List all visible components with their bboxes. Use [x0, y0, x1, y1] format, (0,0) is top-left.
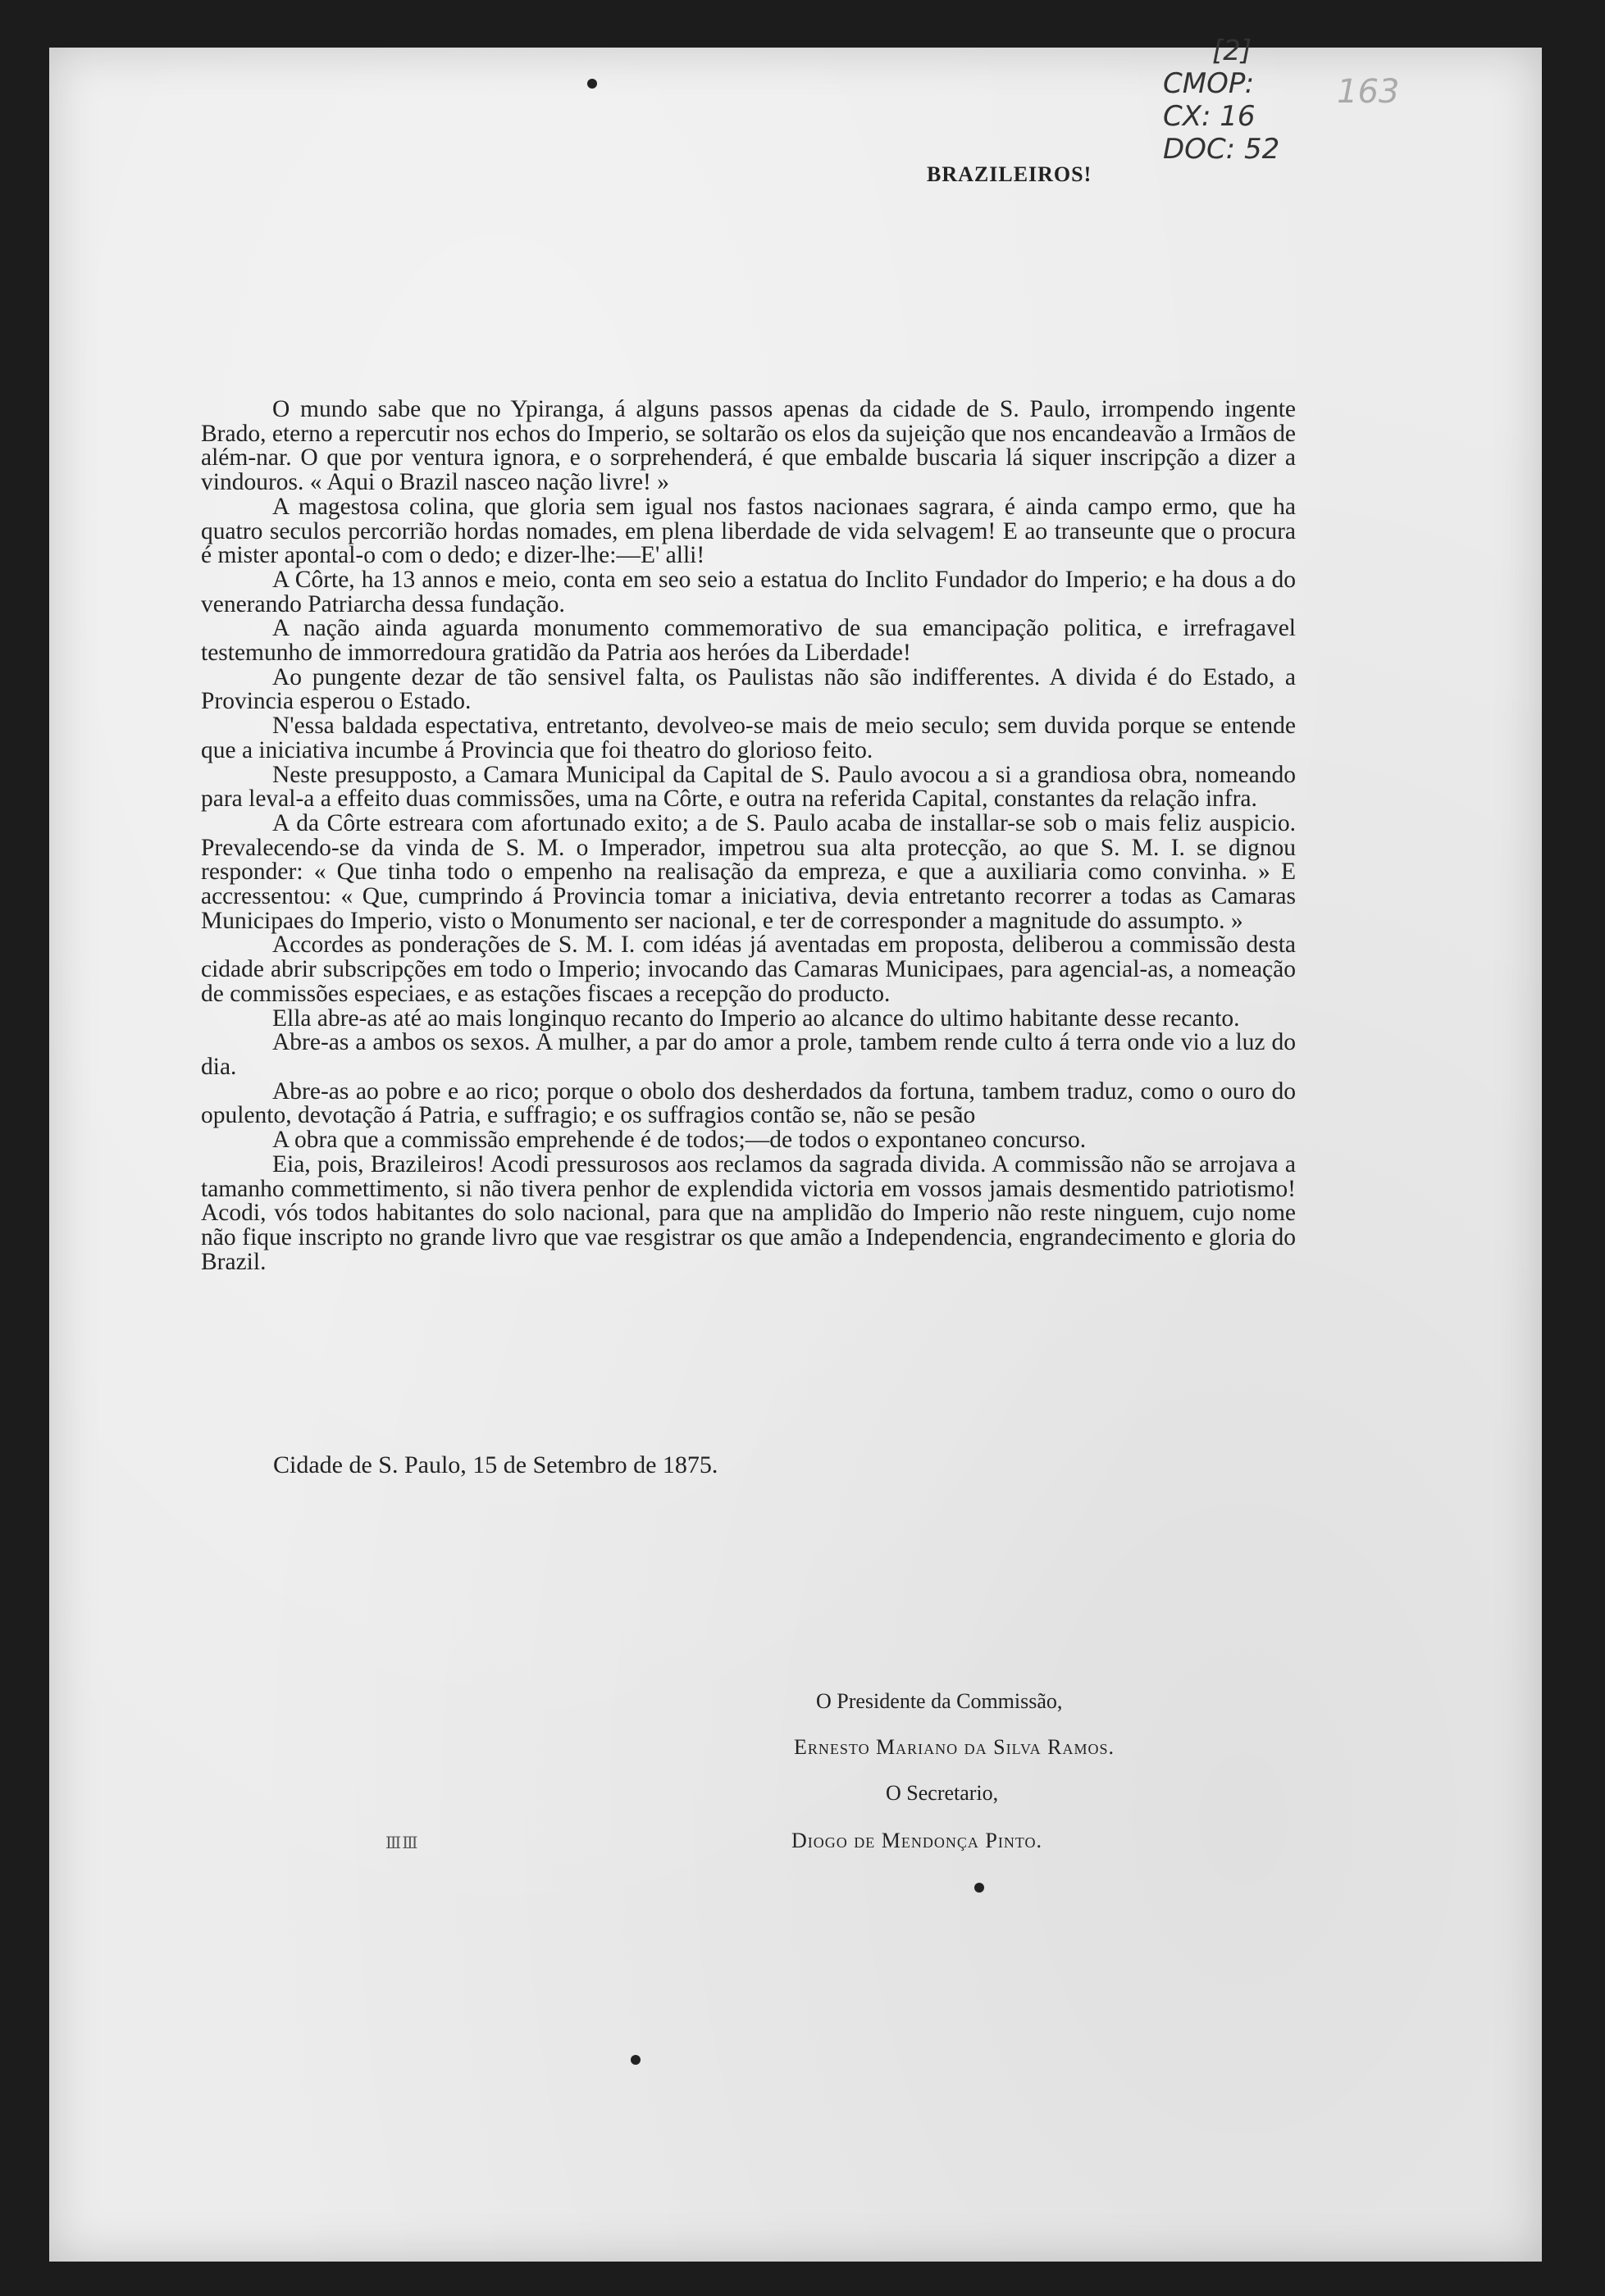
body-paragraph: A obra que a commissão emprehende é de todos;—de todos o expontaneo concurso. [272, 1127, 1087, 1154]
body-paragraph: A da Côrte estreara com afortunado exito; a de S. Paulo acaba de installar-se sob o mais feliz auspicio. Prevalecendo-se da vinda de S. M. o Imperador, impetrou sua alta protecção, ao que S. M. I. se dignou responder: « Que tinha todo o empenho na realisação da empreza, e que a auxiliaria como convinha. » E accressentou: « Que, cumprindo á Provincia tomar a iniciativa, devia entretanto recorrer a todas as Camaras Municipaes do Imperio, visto o Monumento ser nacional, e ter de corresponder a magnitude do assumpto. » [201, 809, 1296, 934]
body-paragraph: A nação ainda aguarda monumento commemorativo de sua emancipação politica, e irrefragavel testemunho de immorredoura gratidão da Patria aos heróes da Liberdade! [201, 615, 1296, 667]
body-paragraph: Ao pungente dezar de tão sensivel falta, os Paulistas não são indifferentes. A divida é do Estado, a Provincia esperou o Estado. [201, 663, 1296, 715]
archive-ref-line: [2] [1212, 34, 1252, 67]
body-paragraph: Accordes as ponderações de S. M. I. com idéas já aventadas em proposta, deliberou a commissão desta cidade abrir subscripções em todo o Imperio; invocando das Camaras Municipaes, para agencial-as, a nomeação de commissões especiaes, e as estações fiscaes a recepção do producto. [201, 932, 1296, 1007]
body-paragraph: A Côrte, ha 13 annos e meio, conta em seo seio a estatua do Inclito Fundador do Imperio; e ha dous a do venerando Patriarcha dessa fundação. [201, 566, 1296, 617]
body-paragraph: N'essa baldada espectativa, entretanto, devolveo-se mais de meio seculo; sem duvida porque se entende que a iniciativa incumbe á Provincia que foi theatro do glorioso feito. [201, 713, 1296, 763]
president-title: O Presidente da Commissão, [816, 1689, 1063, 1713]
document-body [201, 398, 1296, 1274]
faint-stamp-mark: ⅢⅢ [385, 1834, 419, 1852]
date-line: Cidade de S. Paulo, 15 de Setembro de 1875. [273, 1451, 718, 1478]
body-paragraph: Abre-as a ambos os sexos. A mulher, a par do amor a prole, tambem rende culto á terra onde vio a luz do dia. [201, 1029, 1296, 1080]
punch-hole-mark [974, 1883, 984, 1893]
body-paragraph: Abre-as ao pobre e ao rico; porque o obolo dos desherdados da fortuna, tambem traduz, como o ouro do opulento, devotação á Patria, e suffragio; e os suffragios contão se, não se pesão [201, 1077, 1296, 1129]
archive-ref-line: CX: 16 [1163, 100, 1256, 133]
body-paragraph: A magestosa colina, que gloria sem igual nos fastos nacionaes sagrara, é ainda campo ermo, que ha quatro seculos percorrião hordas nomades, em plena liberdade de vida selvagem! E ao transeunte que o procura é mister apontal-o com o dedo; e dizer-lhe:—E' alli! [201, 493, 1296, 569]
body-paragraph: O mundo sabe que no Ypiranga, á alguns passos apenas da cidade de S. Paulo, irrompendo ingente Brado, eterno a repercutir nos echos do Imperio, se soltarão os elos da sujeição que nos encandeavão a Irmãos de além-nar. O que por ventura ignora, e o sorprehenderá, é que embalde buscaria lá siquer inscripção a dizer a vindouros. « Aqui o Brazil nasceo nação livre! » [201, 396, 1296, 496]
body-paragraph: Eia, pois, Brazileiros! Acodi pressurosos aos reclamos da sagrada divida. A commissão não se arrojava a tamanho commettimento, si não tivera penhor de explendida victoria em vossos jamais desmentido patriotismo! Acodi, vós todos habitantes do solo nacional, para que na amplidão do Imperio não reste ninguem, cujo nome não fique inscripto no grande livro que vae resgistrar os que amão a Independencia, engrandecimento e gloria do Brazil. [201, 1150, 1296, 1275]
archive-reference-note [1163, 34, 1327, 166]
body-paragraph: Ella abre-as até ao mais longinquo recanto do Imperio ao alcance do ultimo habitante desse recanto. [272, 1004, 1240, 1032]
archive-ref-line: CMOP: [1163, 67, 1255, 100]
punch-hole-mark [587, 79, 597, 89]
punch-hole-mark [631, 2055, 641, 2065]
secretary-name: Diogo de Mendonça Pinto. [791, 1829, 1042, 1852]
president-name: Ernesto Mariano da Silva Ramos. [794, 1735, 1115, 1759]
page-number-note: 163 [1337, 73, 1400, 111]
secretary-title: O Secretario, [886, 1781, 999, 1805]
archive-ref-line: DOC: 52 [1163, 133, 1280, 166]
document-title: BRAZILEIROS! [927, 162, 1092, 186]
body-paragraph: Neste presupposto, a Camara Municipal da Capital de S. Paulo avocou a si a grandiosa obra, nomeando para leval-a a effeito duas commissões, uma na Côrte, e outra na referida Capital, constantes da relação infra. [201, 761, 1296, 813]
